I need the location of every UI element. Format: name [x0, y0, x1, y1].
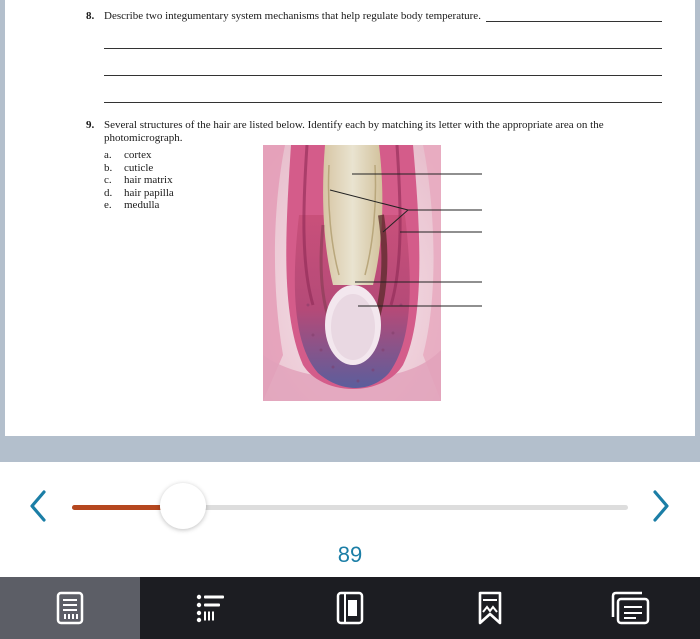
option-label: cuticle — [124, 161, 154, 174]
list-item — [104, 162, 174, 175]
answer-options — [104, 149, 174, 212]
notes-icon — [608, 590, 652, 626]
list-item — [104, 149, 174, 162]
next-page-button[interactable] — [645, 486, 675, 526]
slider-thumb[interactable] — [160, 483, 206, 529]
table-of-contents-icon — [193, 590, 227, 626]
chevron-left-icon — [24, 486, 54, 526]
option-letter: c. — [104, 174, 112, 186]
bookmark-icon — [473, 590, 507, 626]
previous-page-button[interactable] — [24, 486, 54, 526]
reader-controls — [0, 462, 700, 577]
option-label: hair papilla — [124, 186, 174, 199]
list-item — [104, 174, 174, 187]
bottom-toolbar — [0, 577, 700, 639]
question-9-number: 9. — [86, 119, 95, 131]
question-9-text-continued: photomicrograph. — [104, 132, 183, 144]
tab-page-layout[interactable] — [280, 577, 420, 639]
tab-bookmarks[interactable] — [420, 577, 560, 639]
option-label: hair matrix — [124, 174, 173, 186]
option-letter: d. — [104, 186, 113, 199]
page-view-icon — [53, 590, 87, 626]
page-slider[interactable] — [72, 505, 628, 510]
answer-line — [104, 75, 662, 76]
option-label: cortex — [124, 149, 152, 161]
page-layout-icon — [333, 590, 367, 626]
answer-line — [486, 21, 662, 22]
answer-line — [104, 48, 662, 49]
tab-notes[interactable] — [560, 577, 700, 639]
option-letter: a. — [104, 149, 112, 161]
list-item — [104, 199, 174, 212]
option-letter: b. — [104, 161, 113, 174]
tab-table-of-contents[interactable] — [140, 577, 280, 639]
question-9 — [86, 119, 664, 132]
option-label: medulla — [124, 199, 160, 211]
question-8-number: 8. — [86, 10, 95, 22]
hair-follicle-photomicrograph — [263, 145, 441, 401]
list-item — [104, 187, 174, 200]
option-letter: e. — [104, 199, 112, 211]
question-8-text: Describe two integumentary system mechanisms that help regulate body temperature. — [104, 10, 481, 22]
page-number: 89 — [337, 542, 363, 567]
answer-line — [104, 102, 662, 103]
chevron-right-icon — [645, 486, 675, 526]
tab-page-view[interactable] — [0, 577, 140, 639]
question-9-text: Several structures of the hair are listed below. Identify each by matching its letter with the appropriate area on the — [104, 119, 604, 131]
